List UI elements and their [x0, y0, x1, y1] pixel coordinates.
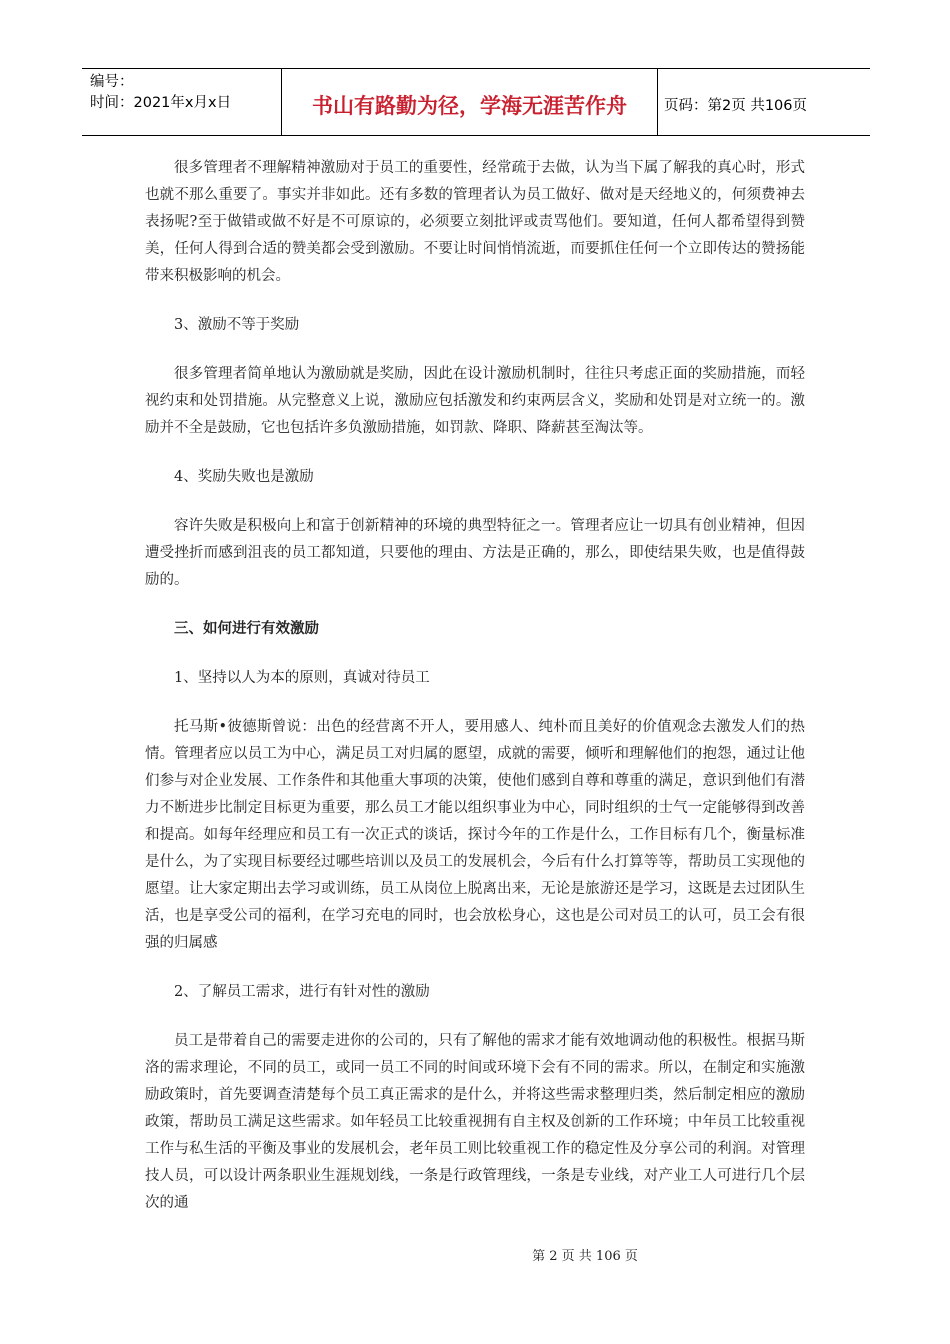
header-meta: [82, 69, 282, 135]
paragraph: 员工是带着自己的需要走进你的公司的，只有了解他的需求才能有效地调动他的积极性。根据马斯洛的需求理论，不同的员工，或同一员工不同的时间或环境下会有不同的需求。所以，在制定和实施激励政策时，首先要调查清楚每个员工真正需求的是什么，并将这些需求整理归类，然后制定相应的激励政策，帮助员工满足这些需求。如年轻员工比较重视拥有自主权及创新的工作环境；中年员工比较重视工作与私生活的平衡及事业的发展机会，老年员工则比较重视工作的稳定性及分享公司的利润。对管理技人员，可以设计两条职业生涯规划线，一条是行政管理线，一条是专业线，对产业工人可进行几个层次的通: [145, 1033, 805, 1211]
paragraph: 很多管理者不理解精神激励对于员工的重要性，经常疏于去做，认为当下属了解我的真心时，形式也就不那么重要了。事实并非如此。还有多数的管理者认为员工做好、做对是天经地义的，何须费神去表扬呢?至于做错或做不好是不可原谅的，必须要立刻批评或责骂他们。要知道，任何人都希望得到赞美，任何人得到合适的赞美都会受到激励。不要让时间悄悄流逝，而要抓住任何一个立即传达的赞扬能带来积极影响的机会。: [145, 160, 805, 284]
header-number-label: 编号：: [90, 74, 134, 90]
section-heading: 2、了解员工需求，进行有针对性的激励: [174, 984, 430, 1000]
header-page-info: 页码：第2页 共106页: [664, 97, 808, 114]
paragraph: 托马斯•彼德斯曾说：出色的经营离不开人，要用感人、纯朴而且美好的价值观念去激发人们的热情。管理者应以员工为中心，满足员工对归属的愿望，成就的需要，倾听和理解他们的抱怨，通过让他们参与对企业发展、工作条件和其他重大事项的决策，使他们感到自尊和尊重的满足，意识到他们有潜力不断进步比制定目标更为重要，那么员工才能以组织事业为中心，同时组织的士气一定能够得到改善和提高。如每年经理应和员工有一次正式的谈话，探讨今年的工作是什么，工作目标有几个，衡量标准是什么，为了实现目标要经过哪些培训以及员工的发展机会，今后有什么打算等等，帮助员工实现他的愿望。让大家定期出去学习或训练，员工从岗位上脱离出来，无论是旅游还是学习，这既是去过团队生活，也是享受公司的福利，在学习充电的同时，也会放松身心，这也是公司对员工的认可，员工会有很强的归属感: [145, 719, 805, 951]
header-motto: 书山有路勤为径，学海无涯苦作舟: [282, 69, 658, 135]
chapter-heading: 三、如何进行有效激励: [174, 621, 319, 637]
section-heading: 4、奖励失败也是激励: [174, 469, 314, 485]
section-heading: 1、坚持以人为本的原则，真诚对待员工: [174, 670, 430, 686]
document-body: [145, 155, 805, 1239]
paragraph: 很多管理者简单地认为激励就是奖励，因此在设计激励机制时，往往只考虑正面的奖励措施，而轻视约束和处罚措施。从完整意义上说，激励应包括激发和约束两层含义，奖励和处罚是对立统一的。激励并不全是鼓励，它也包括许多负激励措施，如罚款、降职、降薪甚至淘汰等。: [145, 366, 805, 436]
paragraph: 容许失败是积极向上和富于创新精神的环境的典型特征之一。管理者应让一切具有创业精神，但因遭受挫折而感到沮丧的员工都知道，只要他的理由、方法是正确的，那么，即使结果失败，也是值得鼓励的。: [145, 518, 805, 588]
page-footer: 第 2 页 共 106 页: [532, 1249, 638, 1264]
page-header: [82, 68, 870, 136]
section-heading: 3、激励不等于奖励: [174, 317, 300, 333]
header-date-label: 时间：2021年x月x日: [90, 95, 232, 111]
